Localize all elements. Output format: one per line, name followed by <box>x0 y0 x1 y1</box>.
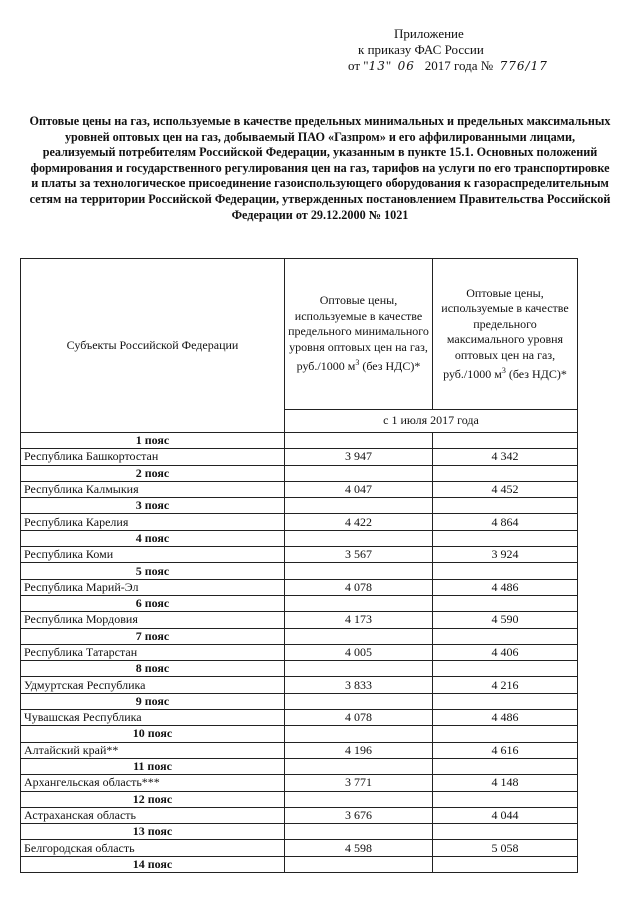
empty-cell <box>285 498 433 514</box>
empty-cell <box>433 628 578 644</box>
empty-cell <box>285 791 433 807</box>
zone-label: 8 пояс <box>21 661 285 677</box>
min-price: 3 947 <box>285 449 433 465</box>
table-row <box>21 775 578 791</box>
min-price: 4 078 <box>285 710 433 726</box>
max-price: 4 044 <box>433 807 578 823</box>
annex-date-line <box>348 58 608 74</box>
table-row <box>21 840 578 856</box>
min-price: 4 047 <box>285 481 433 497</box>
max-price: 4 486 <box>433 710 578 726</box>
zone-label: 2 пояс <box>21 465 285 481</box>
zone-row <box>21 791 578 807</box>
empty-cell <box>433 595 578 611</box>
header-max-price: Оптовые цены, используемые в качестве предельного максимального уровня оптовых цен на газ, руб./1000 $м^3$ (без НДС)* <box>433 259 578 410</box>
max-price: 4 216 <box>433 677 578 693</box>
zone-label: 12 пояс <box>21 791 285 807</box>
max-price: 5 058 <box>433 840 578 856</box>
table-row <box>21 644 578 660</box>
min-price: 4 598 <box>285 840 433 856</box>
empty-cell <box>285 595 433 611</box>
empty-cell <box>433 758 578 774</box>
zone-label: 7 пояс <box>21 628 285 644</box>
zone-row <box>21 595 578 611</box>
zone-label: 13 пояс <box>21 824 285 840</box>
region-name: Республика Коми <box>21 547 285 563</box>
empty-cell <box>285 433 433 449</box>
table-row <box>21 612 578 628</box>
max-price: 4 590 <box>433 612 578 628</box>
zone-row <box>21 726 578 742</box>
handwritten-month: 06 <box>397 59 415 73</box>
empty-cell <box>433 726 578 742</box>
zone-label: 6 пояс <box>21 595 285 611</box>
handwritten-order-number: 776/17 <box>499 59 548 73</box>
region-name: Белгородская область <box>21 840 285 856</box>
table-row <box>21 677 578 693</box>
table-row <box>21 579 578 595</box>
zone-row <box>21 693 578 709</box>
handwritten-day: 13 <box>368 59 386 73</box>
empty-cell <box>433 791 578 807</box>
max-price: 4 406 <box>433 644 578 660</box>
annex-header <box>348 26 608 74</box>
min-price: 4 196 <box>285 742 433 758</box>
region-name: Республика Карелия <box>21 514 285 530</box>
max-price: 4 486 <box>433 579 578 595</box>
zone-label: 11 пояс <box>21 758 285 774</box>
table-row <box>21 807 578 823</box>
min-price: 3 833 <box>285 677 433 693</box>
empty-cell <box>433 824 578 840</box>
empty-cell <box>433 530 578 546</box>
zone-label: 14 пояс <box>21 856 285 872</box>
zone-row <box>21 433 578 449</box>
empty-cell <box>285 628 433 644</box>
empty-cell <box>285 563 433 579</box>
empty-cell <box>433 498 578 514</box>
empty-cell <box>285 726 433 742</box>
empty-cell <box>433 856 578 872</box>
zone-label: 10 пояс <box>21 726 285 742</box>
empty-cell <box>285 661 433 677</box>
max-price: 4 452 <box>433 481 578 497</box>
quote: " <box>385 58 392 73</box>
zone-row <box>21 661 578 677</box>
min-price: 4 422 <box>285 514 433 530</box>
zone-row <box>21 498 578 514</box>
zone-row <box>21 465 578 481</box>
min-price: 4 005 <box>285 644 433 660</box>
zone-label: 4 пояс <box>21 530 285 546</box>
date-cell: с 1 июля 2017 года <box>285 410 578 433</box>
empty-cell <box>433 433 578 449</box>
max-price: 4 342 <box>433 449 578 465</box>
empty-cell <box>433 693 578 709</box>
document-title: Оптовые цены на газ, используемые в качестве предельных минимальных и предельных максимальных уровней оптовых цен на газ, добываемый ПАО «Газпром» и его аффилированными лицами, реализуемый потребителям Российской Федерации, указанным в пункте 15.1. Основных положений формирования и государственного регулирования цен на газ, тарифов на услуги по его транспортировке и платы за технологическое присоединение газоиспользующего оборудования к газораспределительным сетям на территории Российской Федерации, утвержденных постановлением Правительства Российской Федерации от 29.12.2000 № 1021 <box>29 114 611 222</box>
region-name: Архангельская область*** <box>21 775 285 791</box>
region-name: Астраханская область <box>21 807 285 823</box>
zone-label: 3 пояс <box>21 498 285 514</box>
min-price: 3 567 <box>285 547 433 563</box>
zone-label: 1 пояс <box>21 433 285 449</box>
max-price: 4 864 <box>433 514 578 530</box>
region-name: Чувашская Республика <box>21 710 285 726</box>
table-row <box>21 514 578 530</box>
zone-row <box>21 856 578 872</box>
max-price: 4 148 <box>433 775 578 791</box>
region-name: Республика Марий-Эл <box>21 579 285 595</box>
empty-cell <box>285 530 433 546</box>
empty-cell <box>433 465 578 481</box>
min-price: 3 771 <box>285 775 433 791</box>
table-row <box>21 481 578 497</box>
table-row <box>21 710 578 726</box>
region-name: Республика Мордовия <box>21 612 285 628</box>
zone-row <box>21 563 578 579</box>
from-label: от " <box>348 58 369 73</box>
region-name: Республика Татарстан <box>21 644 285 660</box>
zone-row <box>21 530 578 546</box>
min-price: 4 078 <box>285 579 433 595</box>
zone-row <box>21 628 578 644</box>
empty-cell <box>285 465 433 481</box>
region-name: Алтайский край** <box>21 742 285 758</box>
empty-cell <box>285 856 433 872</box>
zone-row <box>21 758 578 774</box>
min-price: 3 676 <box>285 807 433 823</box>
year-label: 2017 года № <box>424 58 494 73</box>
max-price: 4 616 <box>433 742 578 758</box>
empty-cell <box>433 563 578 579</box>
empty-cell <box>285 693 433 709</box>
annex-order-ref: к приказу ФАС России <box>358 42 484 57</box>
prices-table <box>20 258 578 873</box>
empty-cell <box>285 824 433 840</box>
min-price: 4 173 <box>285 612 433 628</box>
empty-cell <box>285 758 433 774</box>
table-header-row <box>21 259 578 410</box>
region-name: Республика Башкортостан <box>21 449 285 465</box>
annex-label: Приложение <box>394 26 464 41</box>
region-name: Республика Калмыкия <box>21 481 285 497</box>
table-row <box>21 547 578 563</box>
empty-cell <box>433 661 578 677</box>
table-row <box>21 742 578 758</box>
zone-row <box>21 824 578 840</box>
header-subjects: Субъекты Российской Федерации <box>21 259 285 433</box>
table-row <box>21 449 578 465</box>
max-price: 3 924 <box>433 547 578 563</box>
zone-label: 9 пояс <box>21 693 285 709</box>
region-name: Удмуртская Республика <box>21 677 285 693</box>
zone-label: 5 пояс <box>21 563 285 579</box>
header-min-price: Оптовые цены, используемые в качестве предельного минимального уровня оптовых цен на газ, руб./1000 $м^3$ (без НДС)* <box>285 259 433 410</box>
